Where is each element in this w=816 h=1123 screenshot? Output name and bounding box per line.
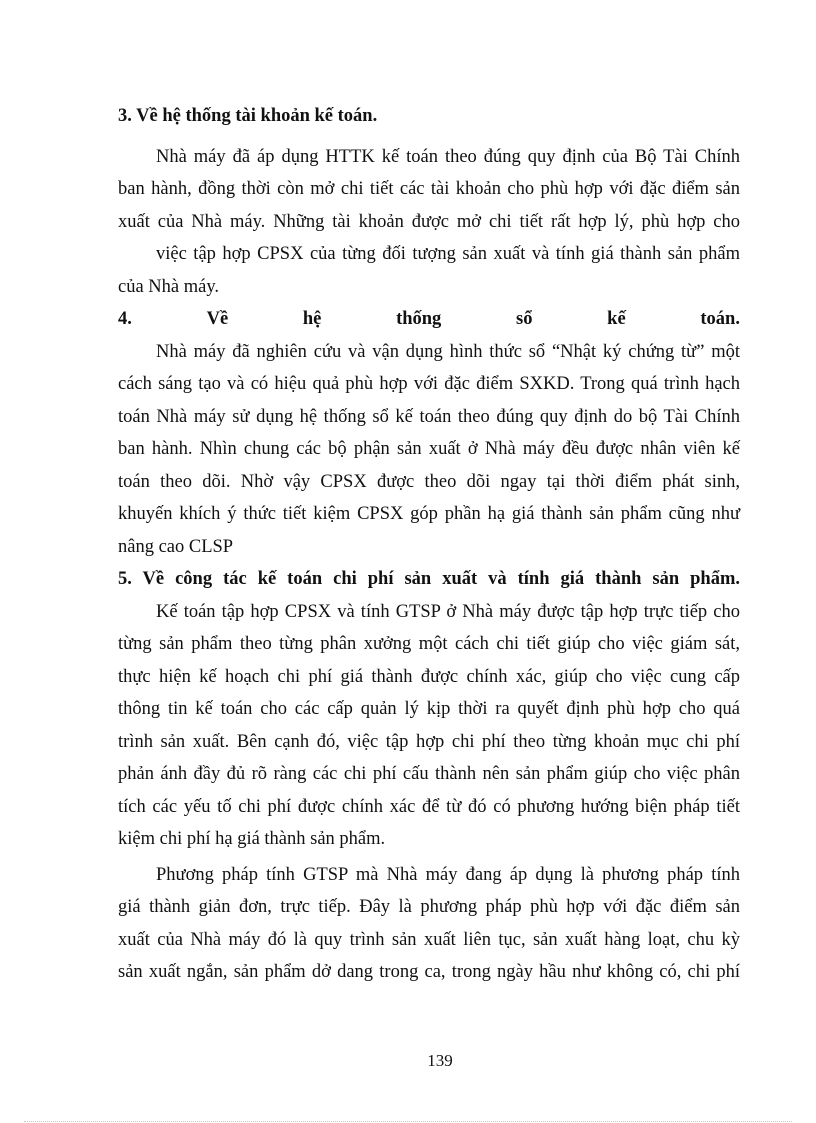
page-body [118,100,740,989]
paragraph-line: Nhà máy đã nghiên cứu và vận dụng hình thức sổ “Nhật ký chứng từ” một [156,341,740,362]
heading-word: toán. [700,309,740,329]
paragraph-line: xuất của Nhà máy đó là quy trình sản xuất liên tục, sản xuất hàng loạt, chu kỳ [118,929,740,950]
paragraph-line: Nhà máy đã áp dụng HTTK kế toán theo đúng quy định của Bộ Tài Chính [156,146,740,167]
section-3-heading: 3. Về hệ thống tài khoản kế toán. [118,106,378,126]
paragraph-line: khuyến khích ý thức tiết kiệm CPSX góp phần hạ giá thành sản phẩm cũng như [118,504,740,524]
heading-word: thống [396,309,442,329]
paragraph-line: xuất của Nhà máy. Những tài khoản được mở chi tiết rất hợp lý, phù hợp cho [118,211,740,232]
paragraph-line: nâng cao CLSP [118,536,234,557]
paragraph-line: toán theo dõi. Nhờ vậy CPSX được theo dõi ngay tại thời điểm phát sinh, [118,471,740,492]
heading-word: 4. [118,309,132,329]
paragraph-line: Phương pháp tính GTSP mà Nhà máy đang áp dụng là phương pháp tính [156,864,740,885]
section-5-heading-text: 5. Về công tác kế toán chi phí sản xuất và tính giá thành sản phẩm. [118,569,740,589]
section-5-paragraph-2 [118,859,740,989]
heading-word: Về [206,309,229,329]
paragraph-line: việc tập hợp CPSX của từng đối tượng sản xuất và tính giá thành sản phẩm [156,244,740,264]
paragraph-line: sản xuất ngắn, sản phẩm dở dang trong ca, trong ngày hầu như không có, chi phí [118,962,740,982]
section-4-heading [118,303,740,336]
paragraph-line: cách sáng tạo và có hiệu quả phù hợp với đặc điểm SXKD. Trong quá trình hạch [118,374,740,394]
section-4-paragraph [118,336,740,564]
paragraph-line: trình sản xuất. Bên cạnh đó, việc tập hợp chi phí theo từng khoản mục chi phí [118,731,740,752]
paragraph-line: ban hành, đồng thời còn mở chi tiết các tài khoản cho phù hợp với đặc điểm sản [118,179,740,199]
paragraph-line: ban hành. Nhìn chung các bộ phận sản xuất ở Nhà máy đều được nhân viên kế [118,439,740,459]
paragraph-line: thực hiện kế hoạch chi phí giá thành được chính xác, giúp cho việc cung cấp [118,666,740,687]
section-5-heading [118,563,740,596]
heading-word: hệ [302,309,322,329]
heading-word: kế [607,309,626,329]
heading-word: sổ [516,309,533,329]
paragraph-line: giá thành giản đơn, trực tiếp. Đây là phương pháp phù hợp với đặc điểm sản [118,897,740,917]
paragraph-line: thông tin kế toán cho các cấp quản lý kịp thời ra quyết định phù hợp cho quá [118,699,740,719]
paragraph-line: toán Nhà máy sử dụng hệ thống sổ kế toán theo đúng quy định do bộ Tài Chính [118,406,740,427]
paragraph-line: tích các yếu tố chi phí được chính xác để từ đó có phương hướng biện pháp tiết [118,796,740,817]
page-bottom-divider [24,1121,792,1122]
paragraph-line: phản ánh đầy đủ rõ ràng các chi phí cấu thành nên sản phẩm giúp cho việc phân [118,764,740,784]
section-3-paragraph [118,141,740,304]
section-5-paragraph-1 [118,596,740,856]
page-number: 139 [427,1051,453,1070]
paragraph-line: từng sản phẩm theo từng phân xưởng một cách chi tiết giúp cho việc giám sát, [118,634,740,654]
paragraph-line: Kế toán tập hợp CPSX và tính GTSP ở Nhà máy được tập hợp trực tiếp cho [156,601,740,622]
paragraph-line: của Nhà máy. [118,276,220,297]
paragraph-line: kiệm chi phí hạ giá thành sản phẩm. [118,829,386,849]
